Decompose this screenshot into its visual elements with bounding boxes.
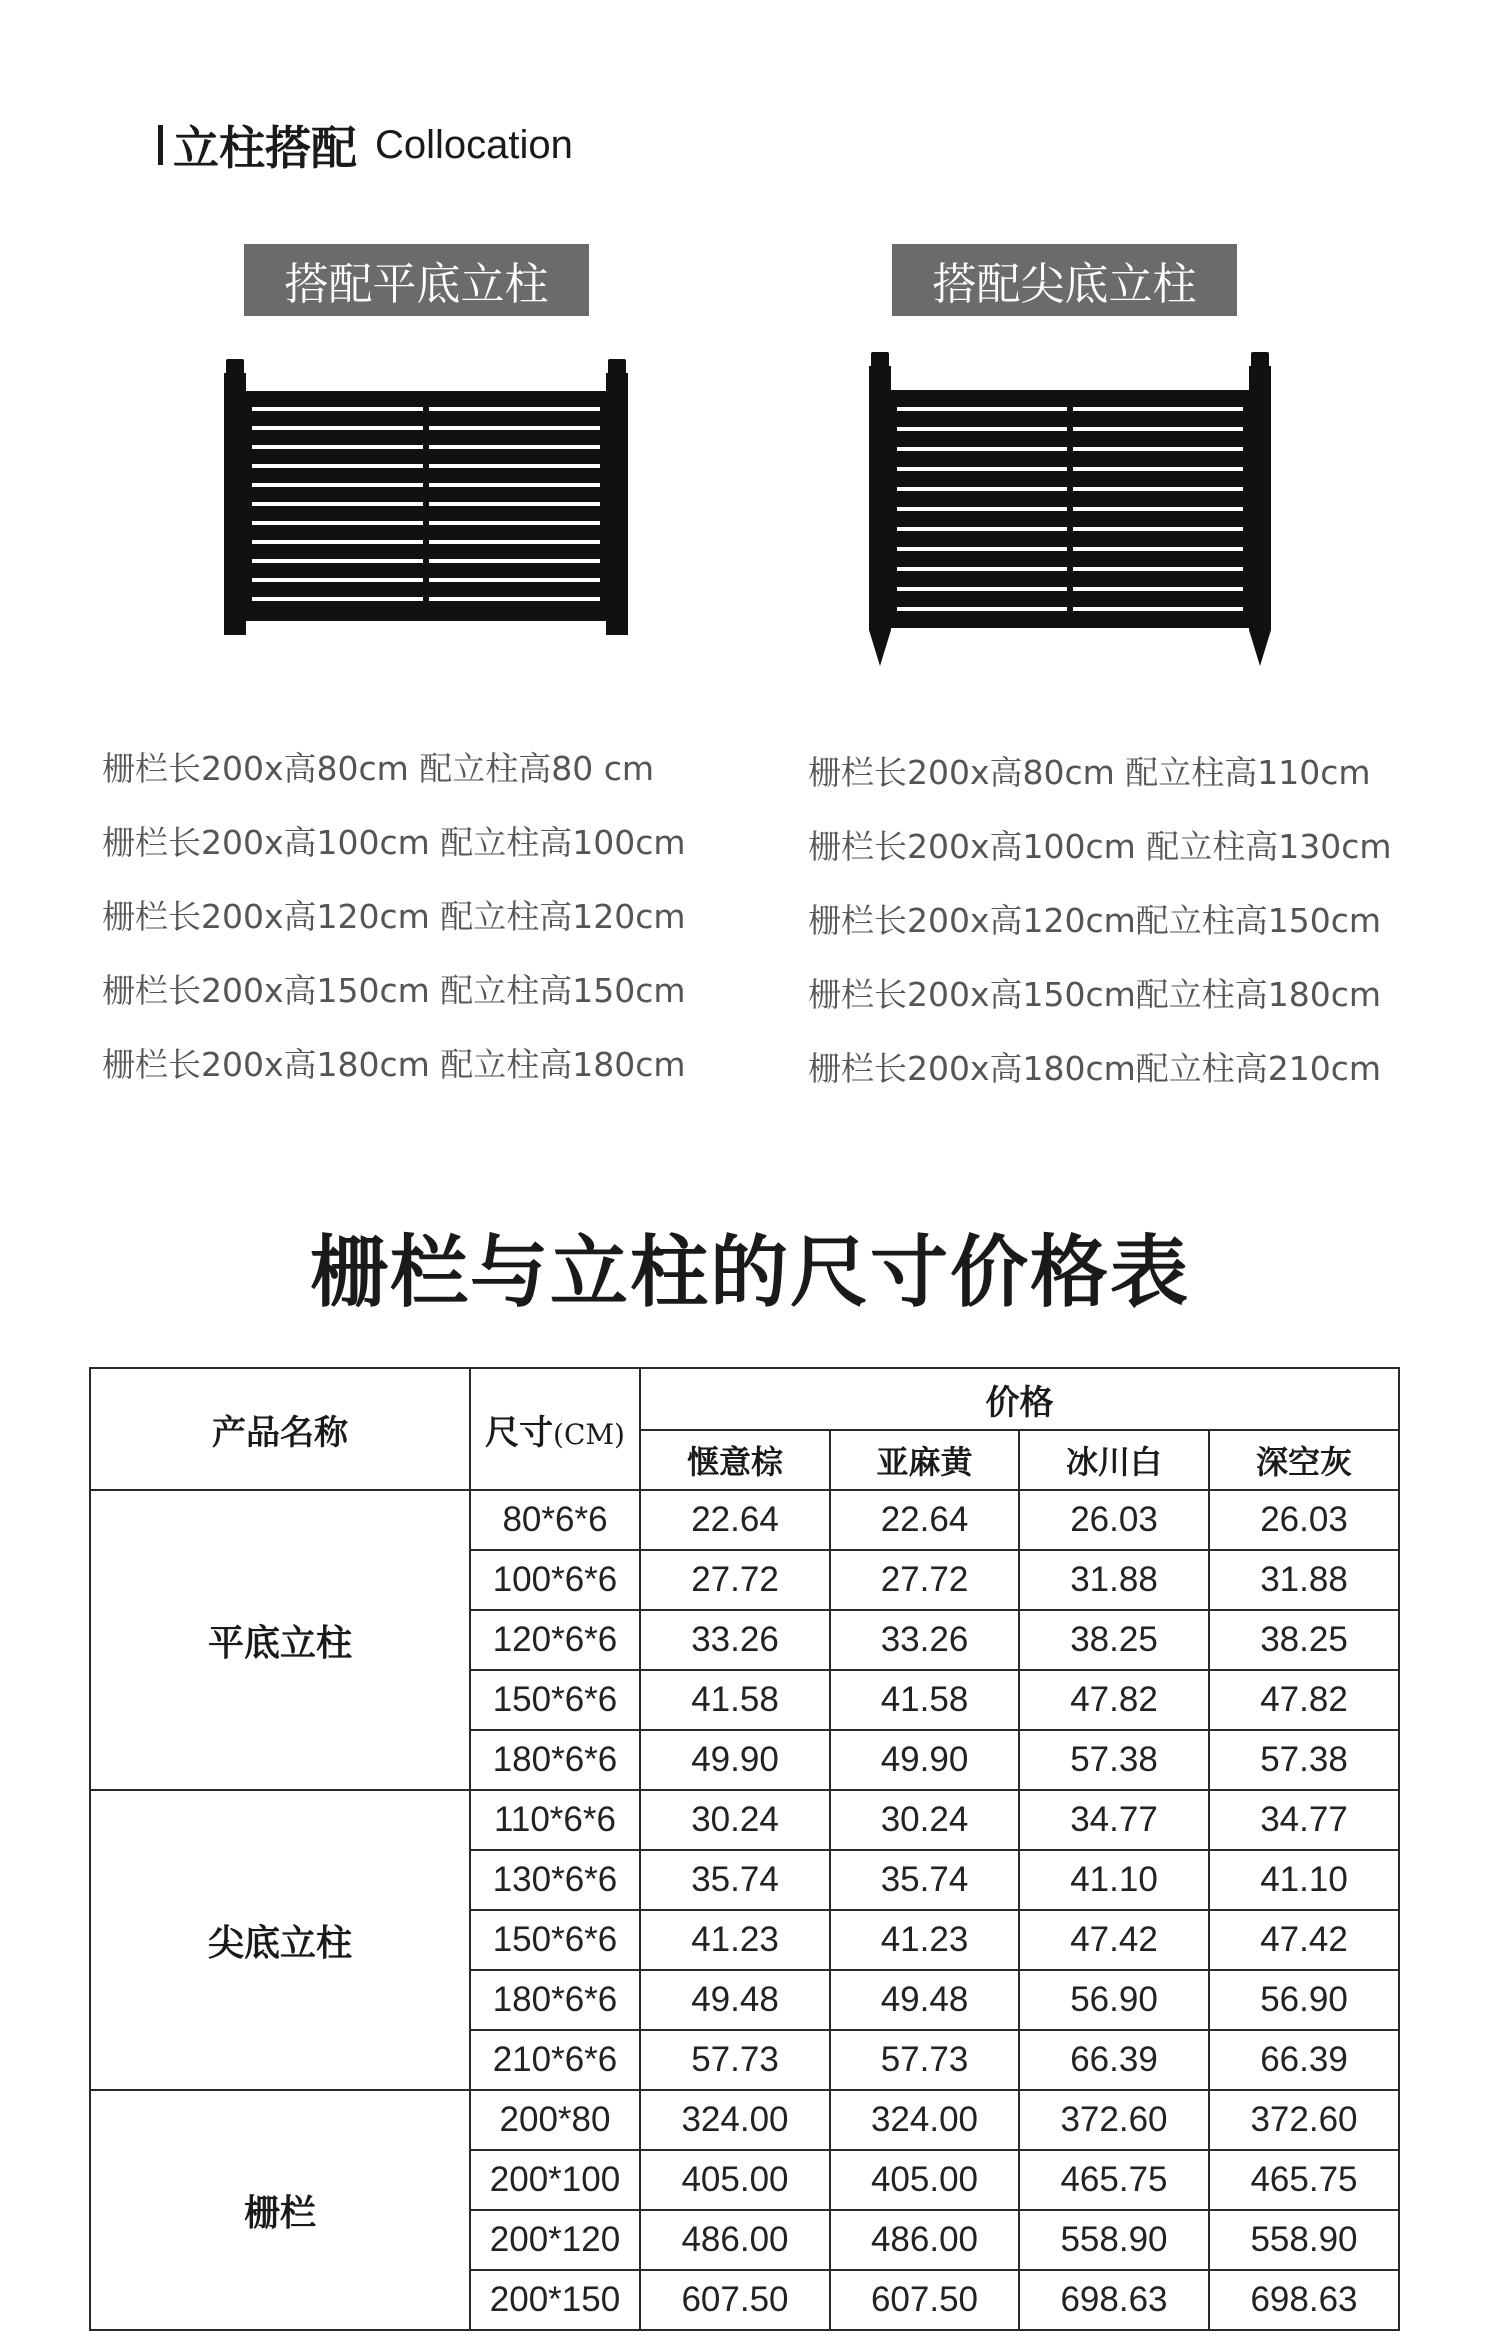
spec-line: 栅栏长200x高120cm 配立柱高120cm xyxy=(102,897,686,936)
price-cell: 324.00 xyxy=(830,2090,1019,2150)
price-cell: 38.25 xyxy=(1019,1610,1209,1670)
product-category-cell: 平底立柱 xyxy=(90,1490,470,1790)
price-cell: 26.03 xyxy=(1209,1490,1399,1550)
price-cell: 41.10 xyxy=(1209,1850,1399,1910)
size-cell: 210*6*6 xyxy=(470,2030,640,2090)
header-color: 惬意棕 xyxy=(640,1430,830,1490)
size-cell: 120*6*6 xyxy=(470,1610,640,1670)
spec-line: 栅栏长200x高80cm 配立柱高110cm xyxy=(808,753,1371,792)
spec-line: 栅栏长200x高180cm 配立柱高180cm xyxy=(102,1045,686,1084)
price-cell: 57.73 xyxy=(640,2030,830,2090)
size-cell: 180*6*6 xyxy=(470,1730,640,1790)
price-cell: 558.90 xyxy=(1209,2210,1399,2270)
spec-line: 栅栏长200x高100cm 配立柱高100cm xyxy=(102,823,686,862)
price-cell: 486.00 xyxy=(640,2210,830,2270)
price-cell: 31.88 xyxy=(1209,1550,1399,1610)
size-cell: 200*80 xyxy=(470,2090,640,2150)
price-cell: 41.23 xyxy=(640,1910,830,1970)
header-size xyxy=(470,1368,640,1490)
price-cell: 31.88 xyxy=(1019,1550,1209,1610)
size-cell: 110*6*6 xyxy=(470,1790,640,1850)
price-cell: 66.39 xyxy=(1209,2030,1399,2090)
price-cell: 41.58 xyxy=(830,1670,1019,1730)
price-cell: 57.38 xyxy=(1019,1730,1209,1790)
price-cell: 41.10 xyxy=(1019,1850,1209,1910)
price-cell: 38.25 xyxy=(1209,1610,1399,1670)
price-cell: 30.24 xyxy=(640,1790,830,1850)
spec-line: 栅栏长200x高150cm配立柱高180cm xyxy=(808,975,1382,1014)
price-cell: 607.50 xyxy=(640,2270,830,2330)
price-cell: 49.48 xyxy=(830,1970,1019,2030)
section-title-en: Collocation xyxy=(375,122,573,167)
price-cell: 35.74 xyxy=(830,1850,1019,1910)
price-cell: 27.72 xyxy=(830,1550,1019,1610)
header-size-label: 尺寸 xyxy=(485,1412,554,1453)
price-cell: 22.64 xyxy=(640,1490,830,1550)
flat-post-fence-illustration xyxy=(220,355,630,645)
price-cell: 56.90 xyxy=(1209,1970,1399,2030)
price-cell: 56.90 xyxy=(1019,1970,1209,2030)
section-title-cn: 立柱搭配 xyxy=(173,121,357,175)
price-cell: 47.42 xyxy=(1019,1910,1209,1970)
price-cell: 66.39 xyxy=(1019,2030,1209,2090)
price-cell: 405.00 xyxy=(640,2150,830,2210)
product-category-cell: 尖底立柱 xyxy=(90,1790,470,2090)
price-cell: 49.48 xyxy=(640,1970,830,2030)
price-cell: 465.75 xyxy=(1209,2150,1399,2210)
header-price: 价格 xyxy=(640,1368,1399,1430)
price-cell: 47.82 xyxy=(1209,1670,1399,1730)
table-row xyxy=(90,1790,1399,1850)
size-cell: 200*100 xyxy=(470,2150,640,2210)
pointed-post-spec-list xyxy=(808,736,1392,1106)
price-cell: 30.24 xyxy=(830,1790,1019,1850)
size-cell: 100*6*6 xyxy=(470,1550,640,1610)
price-cell: 34.77 xyxy=(1209,1790,1399,1850)
spec-line: 栅栏长200x高80cm 配立柱高80 cm xyxy=(102,749,655,788)
header-size-unit: (CM) xyxy=(553,1417,625,1451)
price-cell: 607.50 xyxy=(830,2270,1019,2330)
price-cell: 34.77 xyxy=(1019,1790,1209,1850)
spec-line: 栅栏长200x高100cm 配立柱高130cm xyxy=(808,827,1392,866)
price-cell: 27.72 xyxy=(640,1550,830,1610)
size-cell: 180*6*6 xyxy=(470,1970,640,2030)
price-cell: 26.03 xyxy=(1019,1490,1209,1550)
size-cell: 80*6*6 xyxy=(470,1490,640,1550)
price-cell: 57.38 xyxy=(1209,1730,1399,1790)
price-cell: 41.23 xyxy=(830,1910,1019,1970)
price-cell: 22.64 xyxy=(830,1490,1019,1550)
header-color: 亚麻黄 xyxy=(830,1430,1019,1490)
price-cell: 486.00 xyxy=(830,2210,1019,2270)
price-cell: 57.73 xyxy=(830,2030,1019,2090)
price-cell: 49.90 xyxy=(640,1730,830,1790)
title-bar xyxy=(158,125,163,165)
spec-line: 栅栏长200x高120cm配立柱高150cm xyxy=(808,901,1382,940)
price-cell: 698.63 xyxy=(1209,2270,1399,2330)
table-row xyxy=(90,1490,1399,1550)
price-cell: 33.26 xyxy=(640,1610,830,1670)
price-cell: 372.60 xyxy=(1209,2090,1399,2150)
price-cell: 324.00 xyxy=(640,2090,830,2150)
pointed-post-fence-illustration xyxy=(865,350,1275,670)
size-cell: 150*6*6 xyxy=(470,1670,640,1730)
header-color: 深空灰 xyxy=(1209,1430,1399,1490)
flat-post-label: 搭配平底立柱 xyxy=(244,244,589,316)
flat-post-spec-list xyxy=(102,732,686,1102)
pointed-post-label: 搭配尖底立柱 xyxy=(892,244,1237,316)
price-cell: 33.26 xyxy=(830,1610,1019,1670)
price-cell: 47.42 xyxy=(1209,1910,1399,1970)
size-cell: 200*120 xyxy=(470,2210,640,2270)
price-cell: 41.58 xyxy=(640,1670,830,1730)
price-table xyxy=(89,1367,1400,2331)
size-cell: 130*6*6 xyxy=(470,1850,640,1910)
price-cell: 47.82 xyxy=(1019,1670,1209,1730)
price-cell: 465.75 xyxy=(1019,2150,1209,2210)
header-color: 冰川白 xyxy=(1019,1430,1209,1490)
section-title xyxy=(158,112,573,178)
price-cell: 372.60 xyxy=(1019,2090,1209,2150)
spec-line: 栅栏长200x高180cm配立柱高210cm xyxy=(808,1049,1382,1088)
price-cell: 698.63 xyxy=(1019,2270,1209,2330)
spec-line: 栅栏长200x高150cm 配立柱高150cm xyxy=(102,971,686,1010)
header-product-name: 产品名称 xyxy=(90,1368,470,1490)
price-cell: 405.00 xyxy=(830,2150,1019,2210)
price-cell: 49.90 xyxy=(830,1730,1019,1790)
price-table-title: 栅栏与立柱的尺寸价格表 xyxy=(309,1227,1190,1318)
size-cell: 150*6*6 xyxy=(470,1910,640,1970)
product-category-cell: 栅栏 xyxy=(90,2090,470,2330)
price-cell: 35.74 xyxy=(640,1850,830,1910)
table-row xyxy=(90,2090,1399,2150)
price-cell: 558.90 xyxy=(1019,2210,1209,2270)
size-cell: 200*150 xyxy=(470,2270,640,2330)
